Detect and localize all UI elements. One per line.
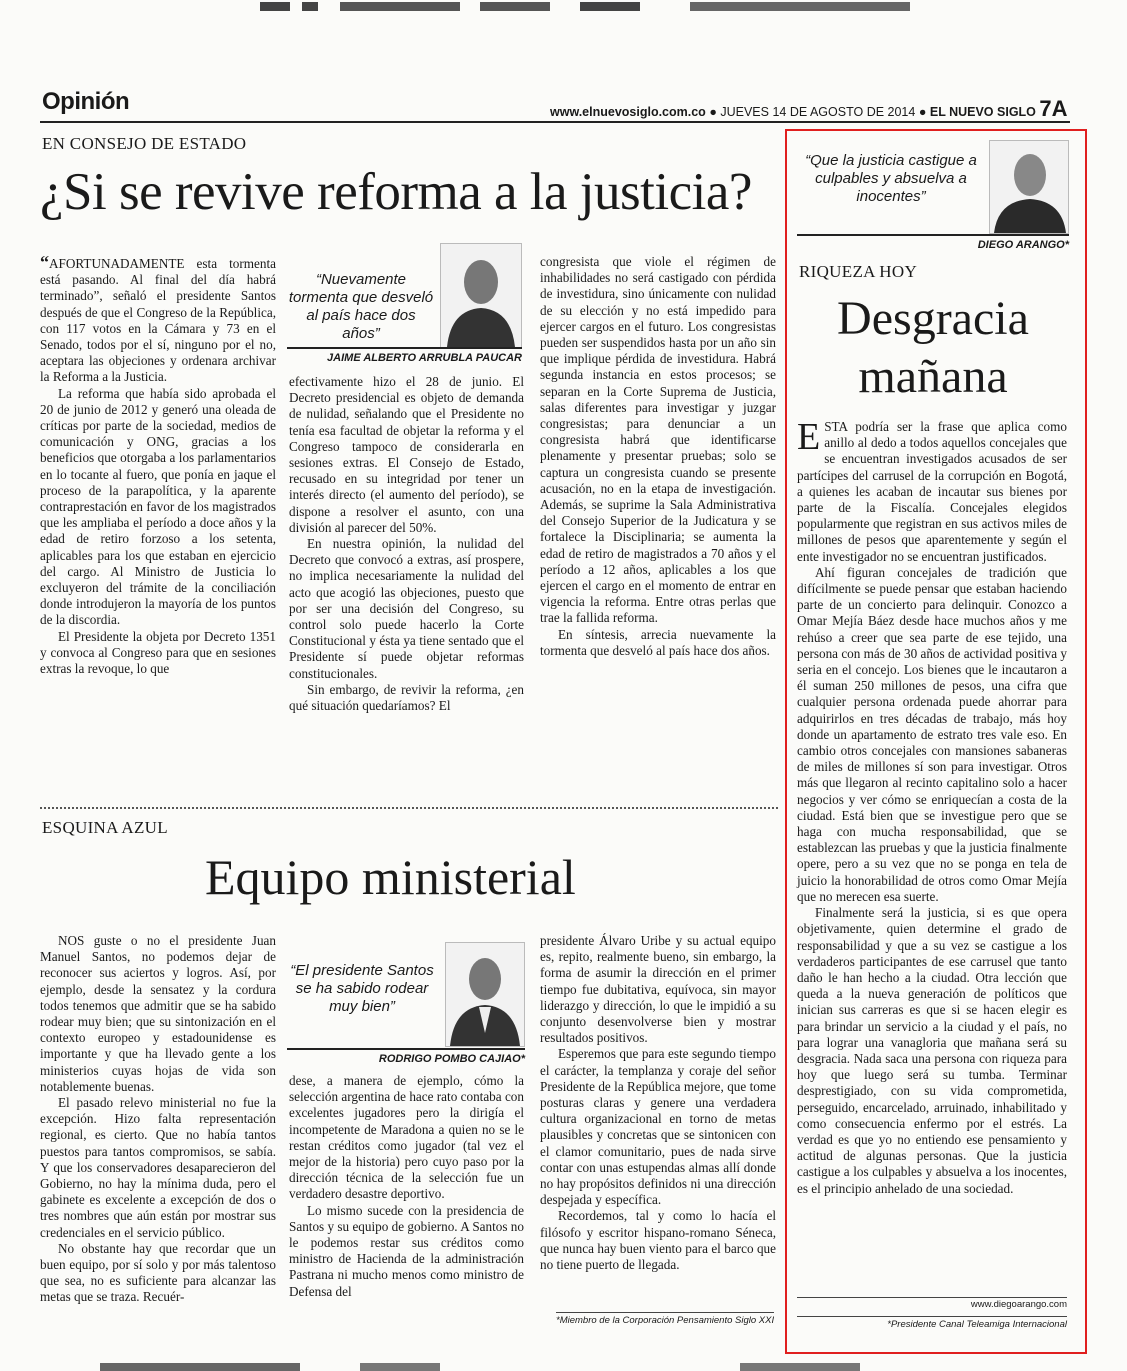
article2-col3-para: presidente Álvaro Uribe y su actual equipo es, repito, realmente bueno, sin embargo, la forma de asumir la dirección en el primer tiempo fue dubitativa, equívoca, sin mayor liderazgo y dirección, lo que le impidió a su conjunto desenvolverse bien y mostrar resultados positivos. (540, 933, 776, 1046)
article1-col2-para: efectivamente hizo el 28 de junio. El Decreto presidencial es objeto de demanda de nulidad, señalando que el Presidente no tenía esa facultad de objetar la reforma y el Congreso tampoco de considerarla en sesiones extras. El Consejo de Estado, recusado en su integridad por tener un interés directo (el aumento del período), se dispone a resolver el asunto, con una división al parecer del 50%. (289, 374, 524, 535)
author-photo (989, 140, 1069, 234)
header-newspaper: EL NUEVO SIGLO (929, 105, 1036, 119)
section-name: Opinión (42, 88, 130, 115)
header-date: JUEVES 14 DE AGOSTO DE 2014 (720, 105, 916, 119)
author-portrait-icon (441, 244, 521, 347)
article1-headline: ¿Si se revive reforma a la justicia? (40, 163, 752, 221)
article1-column-2 (289, 374, 524, 714)
article2-col1-para: El pasado relevo ministerial no fue la excepción. Hizo falta representación regional, es cierto. Que no había tantos puestos para tantos compromisos, se sabía. Y que los conservadores desaparecieron del Gobierno, no hay la mínima duda, pero el gabinete es excelente a excepción de dos o tres nombres que aún están por mostrar sus credenciales en el servicio público. (40, 1095, 276, 1240)
page-number: 7A (1039, 96, 1068, 121)
article3-kicker: RIQUEZA HOY (799, 262, 918, 281)
article1-lead-caps: AFORTUNADAMENTE (49, 256, 185, 271)
article3-pull-quote: “Que la justicia castigue a culpables y absuelva a inocentes” (805, 152, 977, 205)
article1-col3-para: congresista que viole el régimen de inhabilidades no será castigado con pérdida de investidura, sino únicamente con nulidad de su elección y no está impedido para ejercer cargos en el futuro. Los congresistas pueden ser suspendidos hasta por un año sin que implique pérdida de investidura. Habrá segunda instancia en estos procesos; se separan en la Corte Suprema de Justicia, salas diferentes para investigar y juzgar congresistas; para denunciar a un congresista habrá que identificarse plenamente y presentar pruebas; solo se captura un congresista cuando se presente acusación, no en la etapa de investigación. Además, se suprime la Sala Administrativa del Consejo Superior de la Judicatura y se fortalece la Disciplinaria; se aumenta la edad de retiro de magistrados a 70 años y el período a 12 años, aplicables a los que ejercen el cargo en el momento de entrar en vigencia la reforma. Entre otras perlas que trae la fallida reforma. (540, 254, 776, 626)
cropped-masthead-fragment (40, 0, 1090, 14)
article2-col2-para: dese, a manera de ejemplo, cómo la selección argentina de hace rato contaba con excelentes jugadores pero la dirigía el incompetente de Maradona a quien no se le restan créditos como jugador (tal vez el mejor de la historia) pero cuyo paso por la dirección técnica de la selección fue un verdadero desastre deportivo. (289, 1073, 524, 1202)
article3-lead-caps: STA (824, 419, 848, 434)
article2-col2-para: Lo mismo sucede con la presidencia de Santos y su equipo de gobierno. A Santos no le podemos restar sus créditos como ministro de Hacienda de la administración Pastrana ni mucho menos como ministro de Defensa del (289, 1202, 524, 1299)
article3-headline-line2: mañana (858, 350, 1008, 403)
article3-body-text: podría ser la frase que aplica como anillo al dedo a todos aquellos concejales que se encuentran investigados acusados de ser partícipes del carrusel de la corrupción en Bogotá, a quienes les acaban de incautar sus bienes por parte de la Fiscalía. Concejales elegidos popularmente que registran en sus activos miles de millones de pesos que aparentemente y según el ente investigador no se encuentran justificados. (797, 419, 1067, 564)
article3-dropcap: E (797, 416, 821, 458)
article1-quote-box (287, 243, 522, 368)
article3-body (797, 416, 1067, 1197)
article1-col1-text: esta tormenta está pasando. Al final del día habrá terminado”, señaló el presidente Santos después de que el Congreso de la República, con 117 votos en la Cámara y 73 en el Senado, todos por el sí, ninguno por el no, aceptara las objeciones y ordenara archivar la Reforma a la Justicia. (40, 256, 276, 385)
author-photo (445, 942, 525, 1047)
author-portrait-icon (446, 943, 524, 1046)
article2-col1-para (40, 933, 276, 1095)
article3-website: www.diegoarango.com (970, 1299, 1067, 1310)
bullet-icon: ● (918, 105, 930, 119)
article3-end-rule (797, 1297, 1067, 1298)
author-portrait-icon (990, 141, 1068, 233)
article1-col3-para: En síntesis, arrecia nuevamente la tormenta que desveló al país hace dos años. (540, 626, 776, 658)
article2-col1-para: No obstante hay que recordar que un buen equipo, por sí solo y por más talentoso que sea, no es suficiente para alcanzar las metas que se traza. Recuér- (40, 1240, 276, 1305)
article1-pull-quote: “Nuevamente tormenta que desveló al país hace dos años” (288, 271, 434, 342)
article3-headline (797, 290, 1069, 406)
article2-column-2 (289, 1073, 524, 1300)
article2-pull-quote: “El presidente Santos se ha sabido rodear muy bien” (290, 962, 434, 1015)
bullet-icon: ● (709, 105, 721, 119)
article2-column-3 (540, 933, 776, 1273)
header-rule (40, 121, 1070, 123)
article1-lead-quote-mark: “ (40, 252, 49, 272)
article2-col3-para: Recordemos, tal y como lo hacía el filósofo y escritor hispano-romano Séneca, que nunca hay buen viento para el barco que no tiene puerto de llegada. (540, 1208, 776, 1273)
article2-lead-caps: NOS (58, 933, 85, 948)
article2-column-1 (40, 933, 276, 1306)
cropped-top-strip (40, 0, 1090, 14)
section-divider (40, 807, 778, 809)
article3-author: DIEGO ARANGO* (797, 234, 1069, 251)
article2-col3-para: Esperemos que para este segundo tiempo el carácter, la templanza y coraje del señor Presidente de la República mejore, que tome posturas claras y genere una verdadera cultura organizacional en torno de metas plausibles y concretas que se sintonicen con el clamor comunitario, pues de nada sirve contar con unas estupendas almas allí donde no hay propósitos definidos ni una dirección despejada y específica. (540, 1046, 776, 1208)
header-website: www.elnuevosiglo.com.co (550, 105, 706, 119)
article1-col2-para: En nuestra opinión, la nulidad del Decreto que convocó a extras, así prospere, no implica necesariamente la nulidad del acto que acogió las objeciones, puesto que por ser una decisión del Congreso, su control solo puede hacerlo la Corte Constitucional y ésta ya tiene sentado que el Presidente sí puede objetar reformas constitucionales. (289, 536, 524, 681)
article3-headline-line1: Desgracia (837, 292, 1029, 345)
author-photo (440, 243, 522, 348)
article1-column-3 (540, 254, 776, 659)
article2-headline: Equipo ministerial (205, 849, 576, 905)
cropped-bottom-strip (40, 1360, 1090, 1371)
article2-author: RODRIGO POMBO CAJIAO* (287, 1048, 525, 1065)
article1-col1-para: El Presidente la objeta por Decreto 1351 y convoca al Congreso para que en sesiones extras la revoque, lo que (40, 628, 276, 677)
article2-quote-box (287, 942, 525, 1067)
article3-body-para: Ahí figuran concejales de tradición que difícilmente se puede pensar que estaban haciendo parte de un concierto para delinquir. Conozco a Omar Mejía Báez desde hace muchos años y me rehúso a creer que sea parte de ese tejido, una persona con más de 30 años de actividad positiva y seria en el concejo. Los bienes que le incautaron a él suman 250 millones de pesos, una cifra que cualquier persona ordenada puede ahorrar para adquirirlos en tres décadas de trabajo, más hoy donde un apartamento de estrato tres vale eso. En cambio otros concejales con mansiones sabaneras de miles de millones sí son para investigar. Otros más que llegaron al recinto capitalino solo a hacer negocios y ver cómo se enriquecían a costa de la ciudad. Está bien que se investigue pero que se haga con mucha responsabilidad, que se establezcan las pruebas y que la justicia finalmente opere, pero a su vez que no se ponga en tela de juicio la honorabilidad de otros como Omar Mejía que no merecen esa suerte. (797, 564, 1067, 904)
article3-footnote: *Presidente Canal Teleamiga Internacional (797, 1316, 1067, 1330)
article1-column-1 (40, 254, 276, 677)
article2-kicker: ESQUINA AZUL (42, 818, 168, 837)
article2-footnote: *Miembro de la Corporación Pensamiento Siglo XXI (556, 1312, 774, 1326)
article1-col2-para: Sin embargo, de revivir la reforma, ¿en qué situación quedaríamos? El (289, 681, 524, 714)
article1-col1-para: La reforma que había sido aprobada el 20 de junio de 2012 y generó una oleada de críticas por parte de la sociedad, medios de comunicación y ONG, gracias a los beneficios que otorgaba a los parlamentarios en lo tocante al fuero, que ponía en jaque el proceso de la parapolítica, y la aparente contraprestación en favor de los magistrados que les ampliaba el período a doce años y la edad de retiro forzoso a los setenta, aplicables para los que estaban en ejercicio del cargo. Al Ministro de Justicia lo excluyeron del trámite de la conciliación donde introdujeron la mayoría de los puntos de la discordia. (40, 385, 276, 628)
page-header-info (550, 96, 1070, 122)
article3-quote-box (797, 140, 1069, 260)
article3-body-para: Finalmente será la justicia, si es que opera objetivamente, quien determine el grado de responsabilidad y que a su vez se castigue a los verdaderos participantes de ese carrusel que tanto daño le han hecho a la ciudad. Otra lección que queda a la nueva generación de políticos que inician sus carreras es que si se hacen elegir es para brindar un servicio a la ciudad y el país, no para lograr una vanagloria que mañana será su desgracia. Nada saca una persona con riqueza para hoy que luego será su tumba. Terminar desprestigiado, con su vida comprometida, perseguido, encarcelado, arruinado, inhabilitado y como consecuencia enfermo por el estrés. La verdad es que yo no entiendo ese pensamiento y actitud de algunas personas. Que la justicia castigue a los culpables y absuelva a los inocentes, es el principio anhelado de una sociedad. (797, 905, 1067, 1196)
article2-col1-text: guste o no el presidente Juan Manuel Santos, no podemos dejar de reconocer sus aciertos y logros. Así, por ejemplo, desde la sensatez y la cordura todos tenemos que admitir que se ha sabido rodear muy bien; que su sintonización en el contexto europeo y estadounidense es importante y que ha llevado gente a los ministerios cuyas hojas de vida son notablemente buenas. (40, 933, 276, 1094)
article1-kicker: EN CONSEJO DE ESTADO (42, 134, 247, 153)
article3-body-para (797, 416, 1067, 565)
article1-author: JAIME ALBERTO ARRUBLA PAUCAR (287, 347, 522, 364)
article1-col1-para (40, 254, 276, 386)
